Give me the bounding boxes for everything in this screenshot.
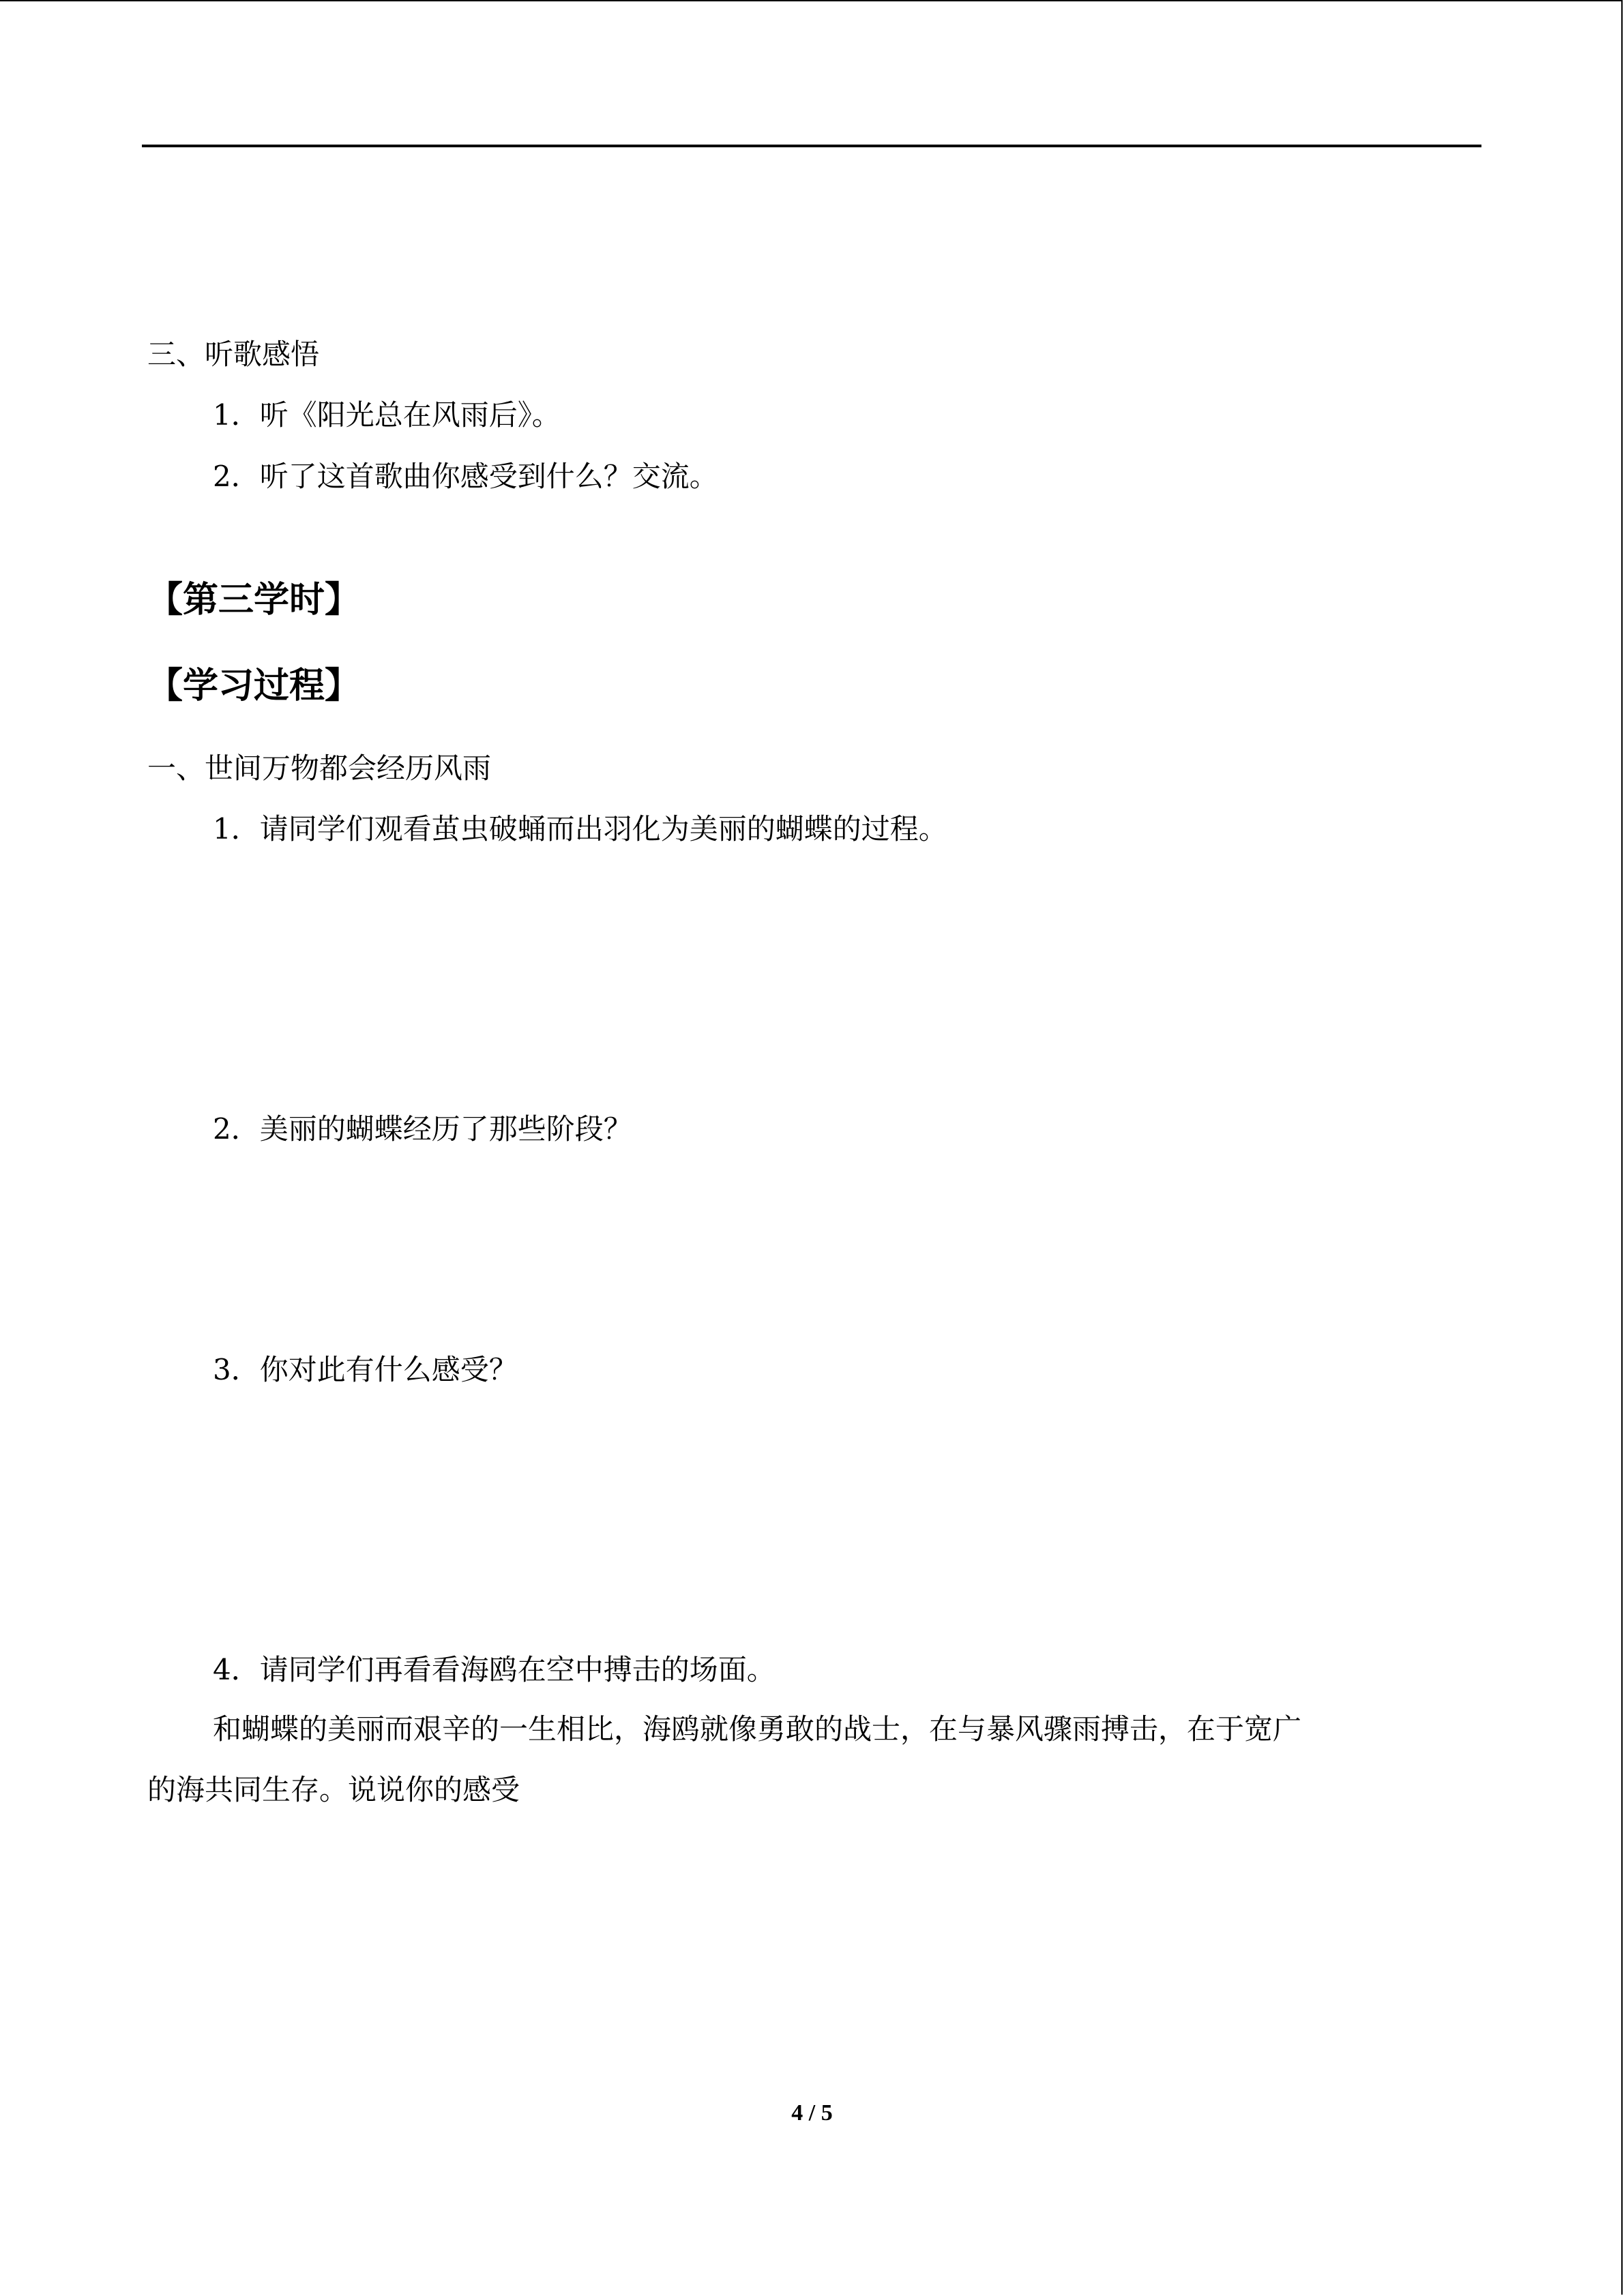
part-item-3: 3．你对此有什么感受？: [213, 1353, 518, 1386]
paragraph-line-1: 和蝴蝶的美丽而艰辛的一生相比，海鸥就像勇敢的战士，在与暴风骤雨搏击，在于宽广: [213, 1712, 1302, 1746]
section-title: 三、听歌感悟: [147, 338, 320, 371]
lesson-heading: 【第三学时】: [147, 579, 361, 621]
part-item-4: 4．请同学们再看看海鸥在空中搏击的场面。: [213, 1653, 776, 1686]
header-rule: [142, 145, 1481, 147]
section-item-1: 1．听《阳光总在风雨后》。: [213, 398, 561, 432]
paragraph-line-2: 的海共同生存。说说你的感受: [147, 1773, 520, 1806]
part-item-1: 1．请同学们观看茧虫破蛹而出羽化为美丽的蝴蝶的过程。: [213, 812, 947, 846]
process-heading: 【学习过程】: [147, 665, 361, 706]
page-number: 4 / 5: [791, 2100, 833, 2126]
part-title: 一、世间万物都会经历风雨: [147, 751, 492, 785]
section-item-2: 2．听了这首歌曲你感受到什么？交流。: [213, 460, 718, 493]
part-item-2: 2．美丽的蝴蝶经历了那些阶段？: [213, 1112, 632, 1146]
